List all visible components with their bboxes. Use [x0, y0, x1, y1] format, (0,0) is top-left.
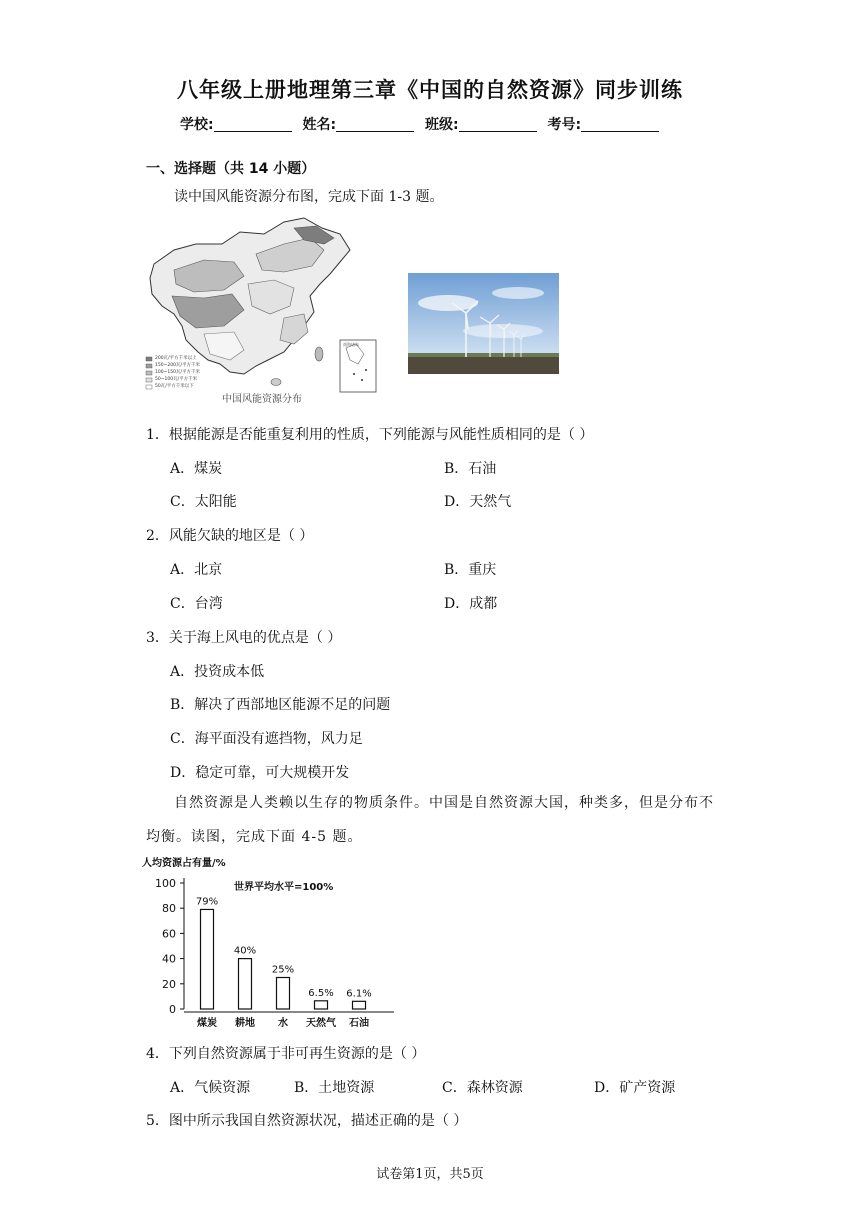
- question-5: 5．图中所示我国自然资源状况，描述正确的是（ ）: [146, 1113, 468, 1129]
- q1-option-b[interactable]: B．石油: [444, 461, 497, 477]
- chart-ytick-label: 80: [162, 902, 176, 916]
- chart-ytick-label: 100: [155, 877, 176, 890]
- school-label: 学校:: [180, 117, 214, 133]
- q3-option-d[interactable]: D．稳定可靠，可大规模开发: [170, 765, 350, 781]
- chart-category-label: 耕地: [235, 1018, 255, 1029]
- chart-category-label: 水: [278, 1018, 288, 1029]
- chart-bar: [277, 978, 290, 1010]
- class-label: 班级:: [424, 117, 459, 133]
- chart-category-label: 石油: [349, 1018, 369, 1029]
- chart-annotation: 世界平均水平=100%: [234, 882, 334, 893]
- intro-text-2: 自然资源是人类赖以生存的物质条件。中国是自然资源大国，种类多，但是分布不均衡。读图，完成下面 4-5 题。: [146, 795, 714, 845]
- chart-bar: [315, 1001, 328, 1009]
- chart-ytick-label: 20: [162, 977, 176, 991]
- chart-value-label: 25%: [271, 964, 295, 976]
- name-blank[interactable]: [336, 117, 414, 132]
- question-3: 3．关于海上风电的优点是（ ）: [146, 630, 342, 646]
- q2-option-c[interactable]: C．台湾: [170, 596, 223, 612]
- exam-number-blank[interactable]: [581, 117, 659, 132]
- class-blank[interactable]: [459, 117, 537, 132]
- wind-turbine-photo: [408, 273, 559, 374]
- chart-ylabel: 人均资源占有量/%: [142, 858, 226, 869]
- q1-option-d[interactable]: D．天然气: [444, 494, 512, 510]
- resource-bar-chart: [140, 852, 410, 1032]
- chart-value-label: 6.5%: [308, 987, 334, 999]
- chart-ytick-label: 60: [162, 927, 176, 941]
- chart-category-label: 煤炭: [197, 1018, 217, 1029]
- china-wind-map: [144, 214, 384, 406]
- intro-text-1: 读中国风能资源分布图，完成下面 1-3 题。: [174, 189, 444, 205]
- question-2: 2．风能欠缺的地区是（ ）: [146, 528, 314, 544]
- q4-option-a[interactable]: A．气候资源: [170, 1080, 251, 1096]
- school-blank[interactable]: [214, 117, 292, 132]
- chart-value-label: 79%: [195, 896, 219, 908]
- q1-option-c[interactable]: C．太阳能: [170, 494, 237, 510]
- page-footer: 试卷第1页，共5页: [376, 1167, 484, 1182]
- chart-ytick-label: 40: [162, 952, 176, 966]
- wind-turbine-icon: [408, 273, 559, 374]
- q4-option-b[interactable]: B．土地资源: [294, 1080, 375, 1096]
- student-info-line: [180, 114, 665, 134]
- q3-option-c[interactable]: C．海平面没有遮挡物，风力足: [170, 731, 363, 747]
- chart-category-label: 天然气: [306, 1018, 336, 1029]
- map-legend: 200瓦/平方千米以上 150~200瓦/平方千米 100~150瓦/平方千米 50~100瓦/平方千米 50瓦/平方千米以下: [155, 356, 200, 389]
- q4-option-d[interactable]: D．矿产资源: [594, 1080, 676, 1096]
- q3-option-a[interactable]: A．投资成本低: [170, 664, 265, 680]
- question-4: 4．下列自然资源属于非可再生资源的是（ ）: [146, 1046, 426, 1062]
- question-1: 1．根据能源是否能重复利用的性质，下列能源与风能性质相同的是（ ）: [146, 427, 594, 443]
- chart-bar: [353, 1001, 366, 1009]
- q4-option-c[interactable]: C．森林资源: [442, 1080, 523, 1096]
- q2-option-a[interactable]: A．北京: [170, 562, 223, 578]
- q2-option-b[interactable]: B．重庆: [444, 562, 497, 578]
- map-caption: 中国风能资源分布: [222, 394, 302, 405]
- map-inset-label: 南海诸岛: [343, 342, 359, 347]
- name-label: 姓名:: [302, 117, 337, 133]
- exam-number-label: 考号:: [547, 117, 582, 133]
- chart-value-label: 6.1%: [346, 988, 372, 1000]
- section-heading: 一、选择题（共 14 小题）: [146, 161, 316, 177]
- page-title: 八年级上册地理第三章《中国的自然资源》同步训练: [177, 78, 683, 102]
- chart-ytick-label: 0: [169, 1003, 176, 1016]
- chart-bar: [201, 909, 214, 1009]
- chart-value-label: 40%: [233, 945, 257, 957]
- q1-option-a[interactable]: A．煤炭: [170, 461, 223, 477]
- q3-option-b[interactable]: B．解决了西部地区能源不足的问题: [170, 697, 391, 713]
- q2-option-d[interactable]: D．成都: [444, 596, 498, 612]
- chart-bar: [239, 959, 252, 1009]
